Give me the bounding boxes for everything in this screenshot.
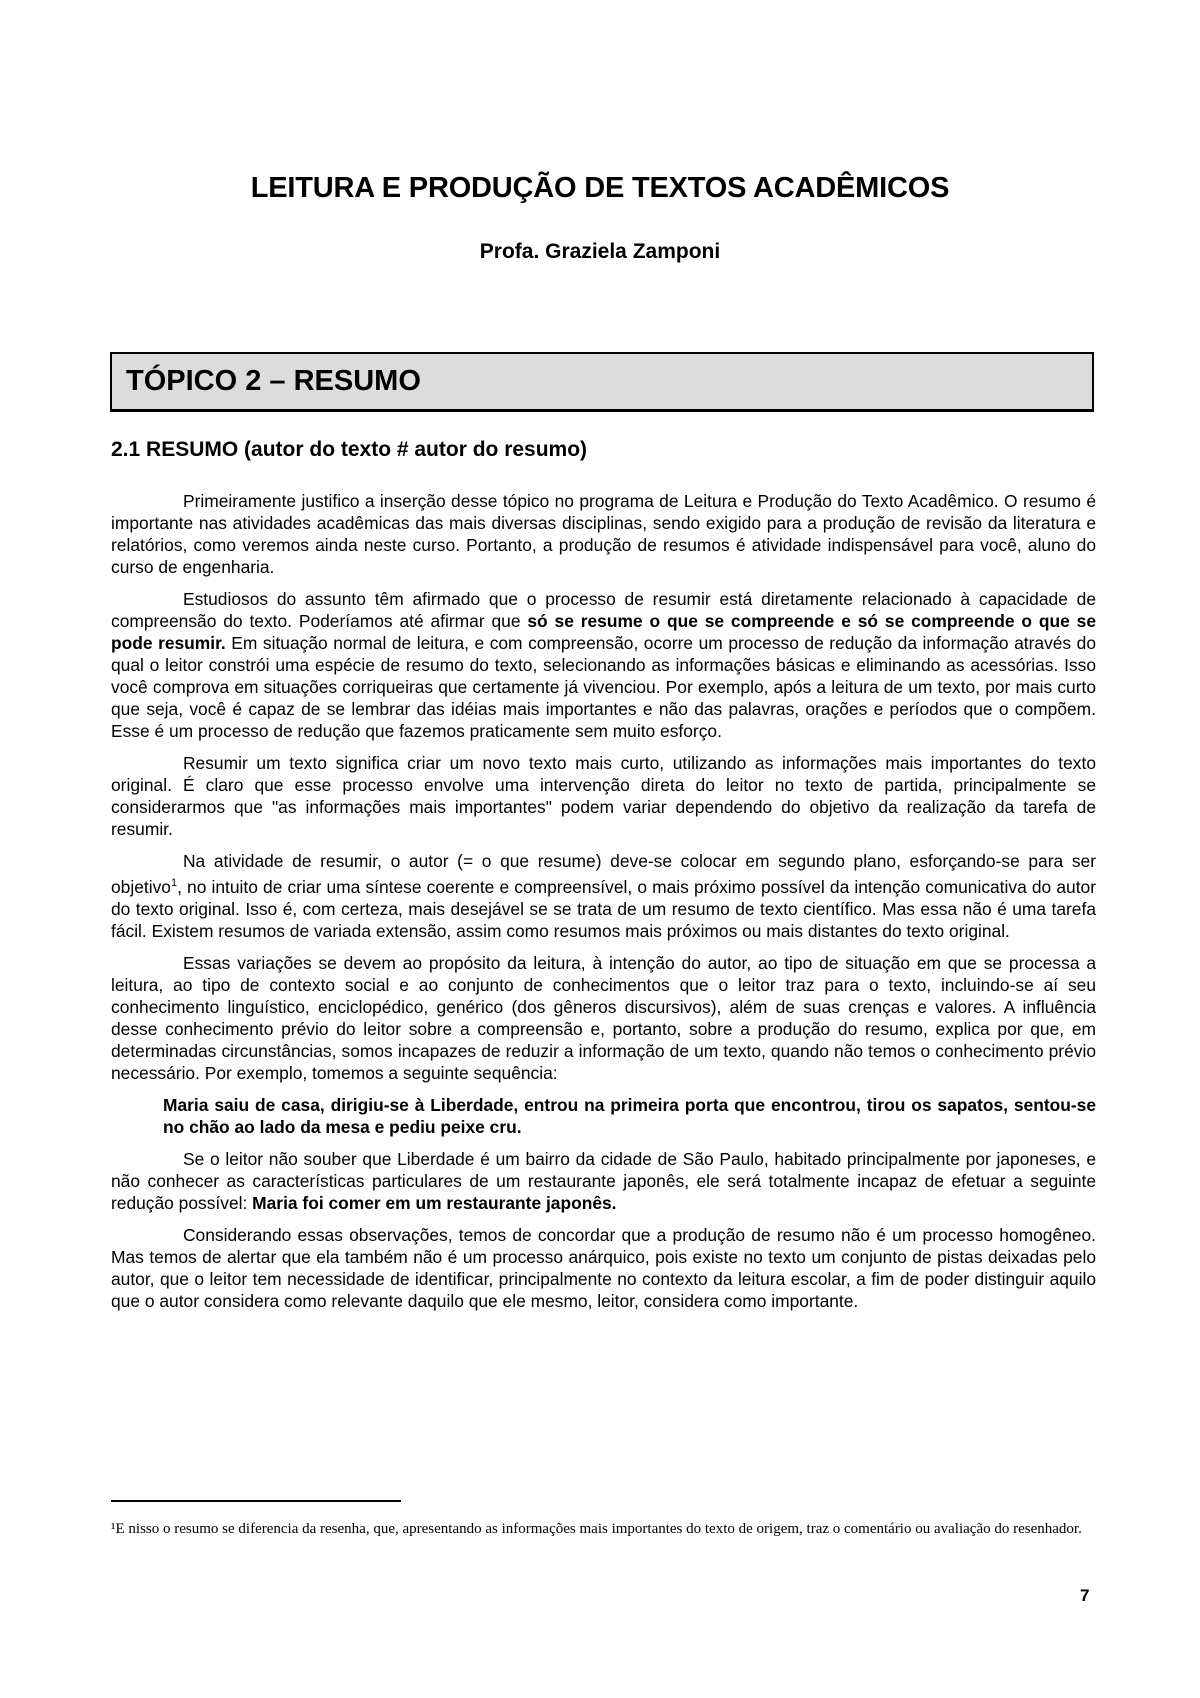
topic-title: TÓPICO 2 – RESUMO — [126, 365, 421, 397]
paragraph-4-text-b: , no intuito de criar uma síntese coerente e compreensível, o mais próximo possível da intenção comunicativa do autor do texto original. Isso é, com certeza, mais desejável se se trata de um resumo de texto científico. Mas essa não é uma tarefa fácil. Existem resumos de variada extensão, assim como resumos mais próximos ou mais distantes do texto original. — [111, 876, 1096, 941]
paragraph-6-text: Se o leitor não souber que Liberdade é um bairro da cidade de São Paulo, habitado principalmente por japoneses, e não conhecer as características particulares de um restaurante japonês, ele será totalmente incapaz de efetuar a seguinte redução possível: — [111, 1148, 1096, 1213]
paragraph-6 — [111, 1148, 1096, 1214]
example-quote: Maria saiu de casa, dirigiu-se à Liberdade, entrou na primeira porta que encontrou, tirou os sapatos, sentou-se no chão ao lado da mesa e pediu peixe cru. — [163, 1094, 1096, 1137]
paragraph-3: Resumir um texto significa criar um novo texto mais curto, utilizando as informações mais importantes do texto original. É claro que esse processo envolve uma intervenção direta do leitor no texto de partida, principalmente se considerarmos que "as informações mais importantes" podem variar dependendo do objetivo da realização da tarefa de resumir. — [111, 753, 1096, 839]
footnote-marker: 1 — [170, 877, 178, 889]
page-number: 7 — [1080, 1586, 1090, 1605]
paragraph-1: Primeiramente justifico a inserção desse tópico no programa de Leitura e Produção do Texto Acadêmico. O resumo é importante nas atividades acadêmicas das mais diversas disciplinas, sendo exigido para a produção de revisão da literatura e relatórios, como veremos ainda neste curso. Portanto, a produção de resumos é atividade indispensável para você, aluno do curso de engenharia. — [111, 491, 1096, 577]
topic-header-box — [110, 352, 1094, 412]
paragraph-7: Considerando essas observações, temos de concordar que a produção de resumo não é um processo homogêneo. Mas temos de alertar que ela também não é um processo anárquico, pois existe no texto um conjunto de pistas deixadas pelo autor, que o leitor tem necessidade de identificar, principalmente no contexto da leitura escolar, a fim de poder distinguir aquilo que o autor considera como relevante daquilo que ele mesmo, leitor, considera como importante. — [111, 1224, 1096, 1311]
paragraph-2-text-a: Estudiosos do assunto têm afirmado que o processo de resumir está diretamente relacionado à capacidade de compreensão do texto. Poderíamos até afirmar que — [111, 589, 1096, 631]
paragraph-6-emphasis: Maria foi comer em um restaurante japonês. — [252, 1192, 617, 1213]
paragraph-2 — [111, 588, 1096, 742]
document-author: Profa. Graziela Zamponi — [479, 240, 721, 263]
paragraph-4 — [111, 850, 1096, 942]
footnote: ¹E nisso o resumo se diferencia da resenha, que, apresentando as informações mais importantes do texto de origem, traz o comentário ou avaliação do resenhador. — [111, 1521, 1082, 1537]
body-text — [111, 490, 1096, 1322]
paragraph-2-emphasis: só se resume o que se compreende e só se compreende o que se pode resumir. — [111, 611, 1096, 653]
section-heading: 2.1 RESUMO (autor do texto # autor do resumo) — [111, 438, 588, 461]
paragraph-5: Essas variações se devem ao propósito da leitura, à intenção do autor, ao tipo de situação em que se processa a leitura, ao tipo de contexto social e ao conjunto de conhecimentos que o leitor traz para o texto, incluindo-se aí seu conhecimento linguístico, enciclopédico, genérico (dos gêneros discursivos), além de suas crenças e valores. A influência desse conhecimento prévio do leitor sobre a compreensão e, portanto, sobre a produção do resumo, explica por que, em determinadas circunstâncias, somos incapazes de reduzir a informação de um texto, quando não temos o conhecimento prévio necessário. Por exemplo, tomemos a seguinte sequência: — [111, 952, 1096, 1083]
paragraph-2-text-b: Em situação normal de leitura, e com compreensão, ocorre um processo de redução da informação através do qual o leitor constrói uma espécie de resumo do texto, selecionando as informações básicas e eliminando as acessórias. Isso você comprova em situações corriqueiras que certamente já vivenciou. Por exemplo, após a leitura de um texto, por mais curto que seja, você é capaz de se lembrar das idéias mais importantes e não das palavras, orações e períodos que o compõem. Esse é um processo de redução que fazemos praticamente sem muito esforço. — [111, 633, 1097, 741]
paragraph-4-text-a: Na atividade de resumir, o autor (= o que resume) deve-se colocar em segundo plano, esforçando-se para ser objetivo — [111, 851, 1096, 897]
footnote-separator — [111, 1500, 401, 1502]
document-title: LEITURA E PRODUÇÃO DE TEXTOS ACADÊMICOS — [250, 172, 950, 204]
